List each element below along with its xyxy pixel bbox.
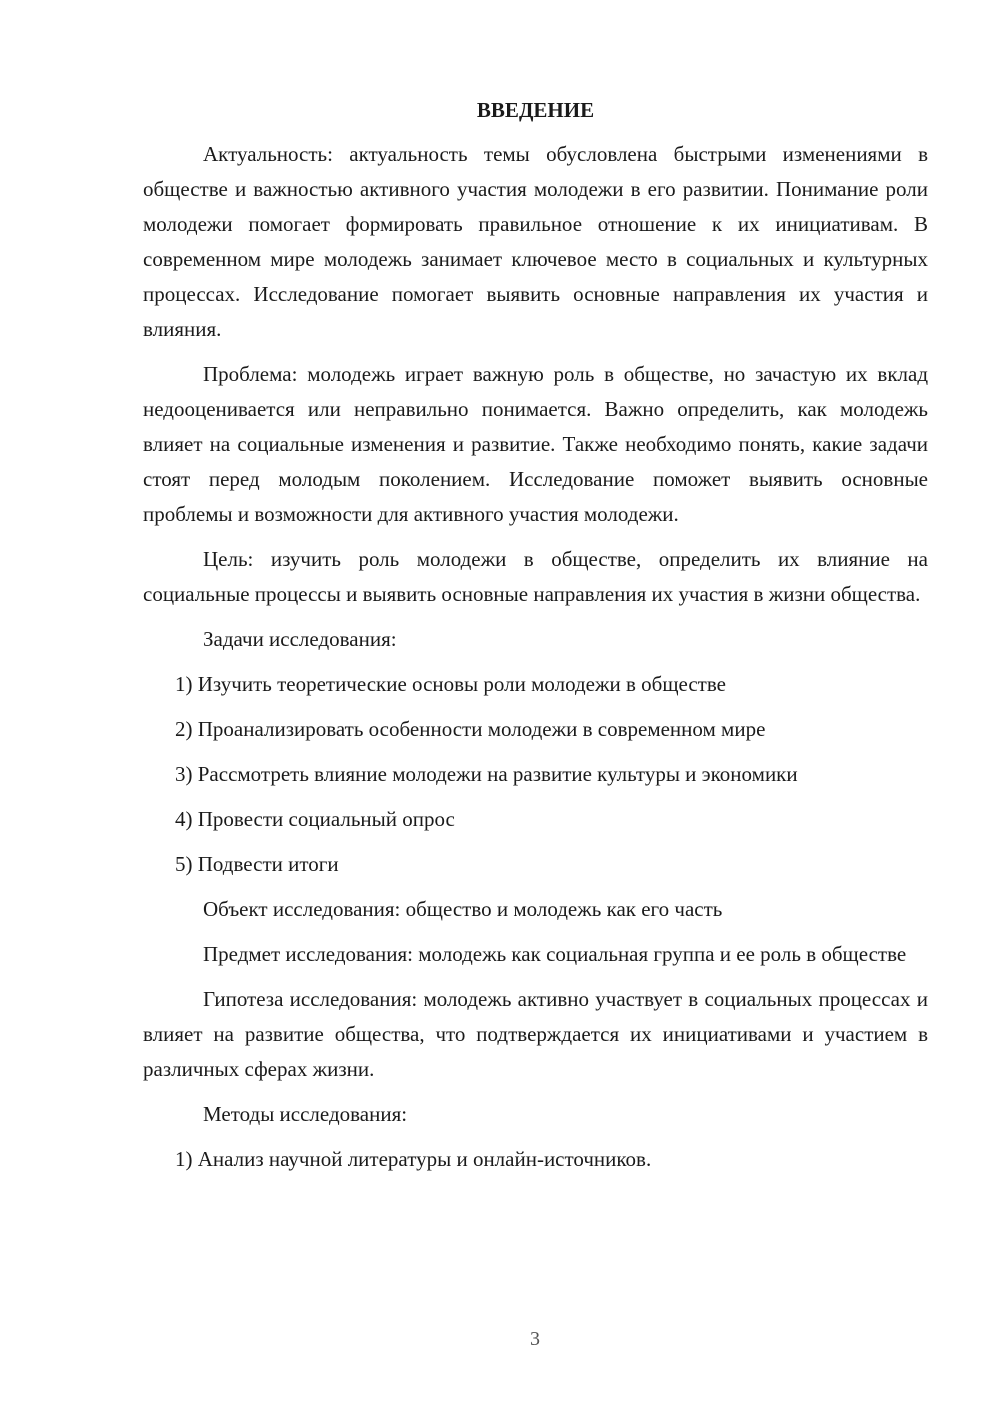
paragraph-hypothesis: Гипотеза исследования: молодежь активно участвует в социальных процессах и влияет на развитие общества, что подтверждается их инициативами и участием в различных сферах жизни. [143, 987, 928, 1081]
methods-list [143, 1142, 928, 1177]
paragraph-goal: Цель: изучить роль молодежи в обществе, определить их влияние на социальные процессы и выявить основные направления их участия в жизни общества. [143, 547, 928, 606]
document-title: ВВЕДЕНИЕ [476, 98, 595, 122]
paragraph-subject: Предмет исследования: молодежь как социальная группа и ее роль в обществе [203, 942, 907, 966]
tasks-list [143, 667, 928, 882]
page-number: 3 [530, 1328, 540, 1350]
document-page [143, 95, 928, 1187]
paragraph-object: Объект исследования: общество и молодежь как его часть [203, 897, 723, 921]
paragraph-problem: Проблема: молодежь играет важную роль в обществе, но зачастую их вклад недооценивается или неправильно понимается. Важно определить, как молодежь влияет на социальные изменения и развитие. Также необходимо понять, какие задачи стоят перед молодым поколением. Исследование поможет выявить основные проблемы и возможности для активного участия молодежи. [143, 362, 928, 526]
list-item: 1) Изучить теоретические основы роли молодежи в обществе [175, 672, 726, 696]
list-item: 3) Рассмотреть влияние молодежи на развитие культуры и экономики [175, 762, 798, 786]
list-item: 2) Проанализировать особенности молодежи в современном мире [175, 717, 766, 741]
tasks-heading: Задачи исследования: [203, 627, 397, 651]
methods-heading: Методы исследования: [203, 1102, 408, 1126]
list-item: 5) Подвести итоги [175, 852, 339, 876]
list-item: 4) Провести социальный опрос [175, 807, 455, 831]
paragraph-relevance: Актуальность: актуальность темы обусловлена быстрыми изменениями в обществе и важностью активного участия молодежи в его развитии. Понимание роли молодежи помогает формировать правильное отношение к их инициативам. В современном мире молодежь занимает ключевое место в социальных и культурных процессах. Исследование помогает выявить основные направления их участия и влияния. [143, 142, 928, 341]
list-item: 1) Анализ научной литературы и онлайн-источников. [175, 1147, 652, 1171]
